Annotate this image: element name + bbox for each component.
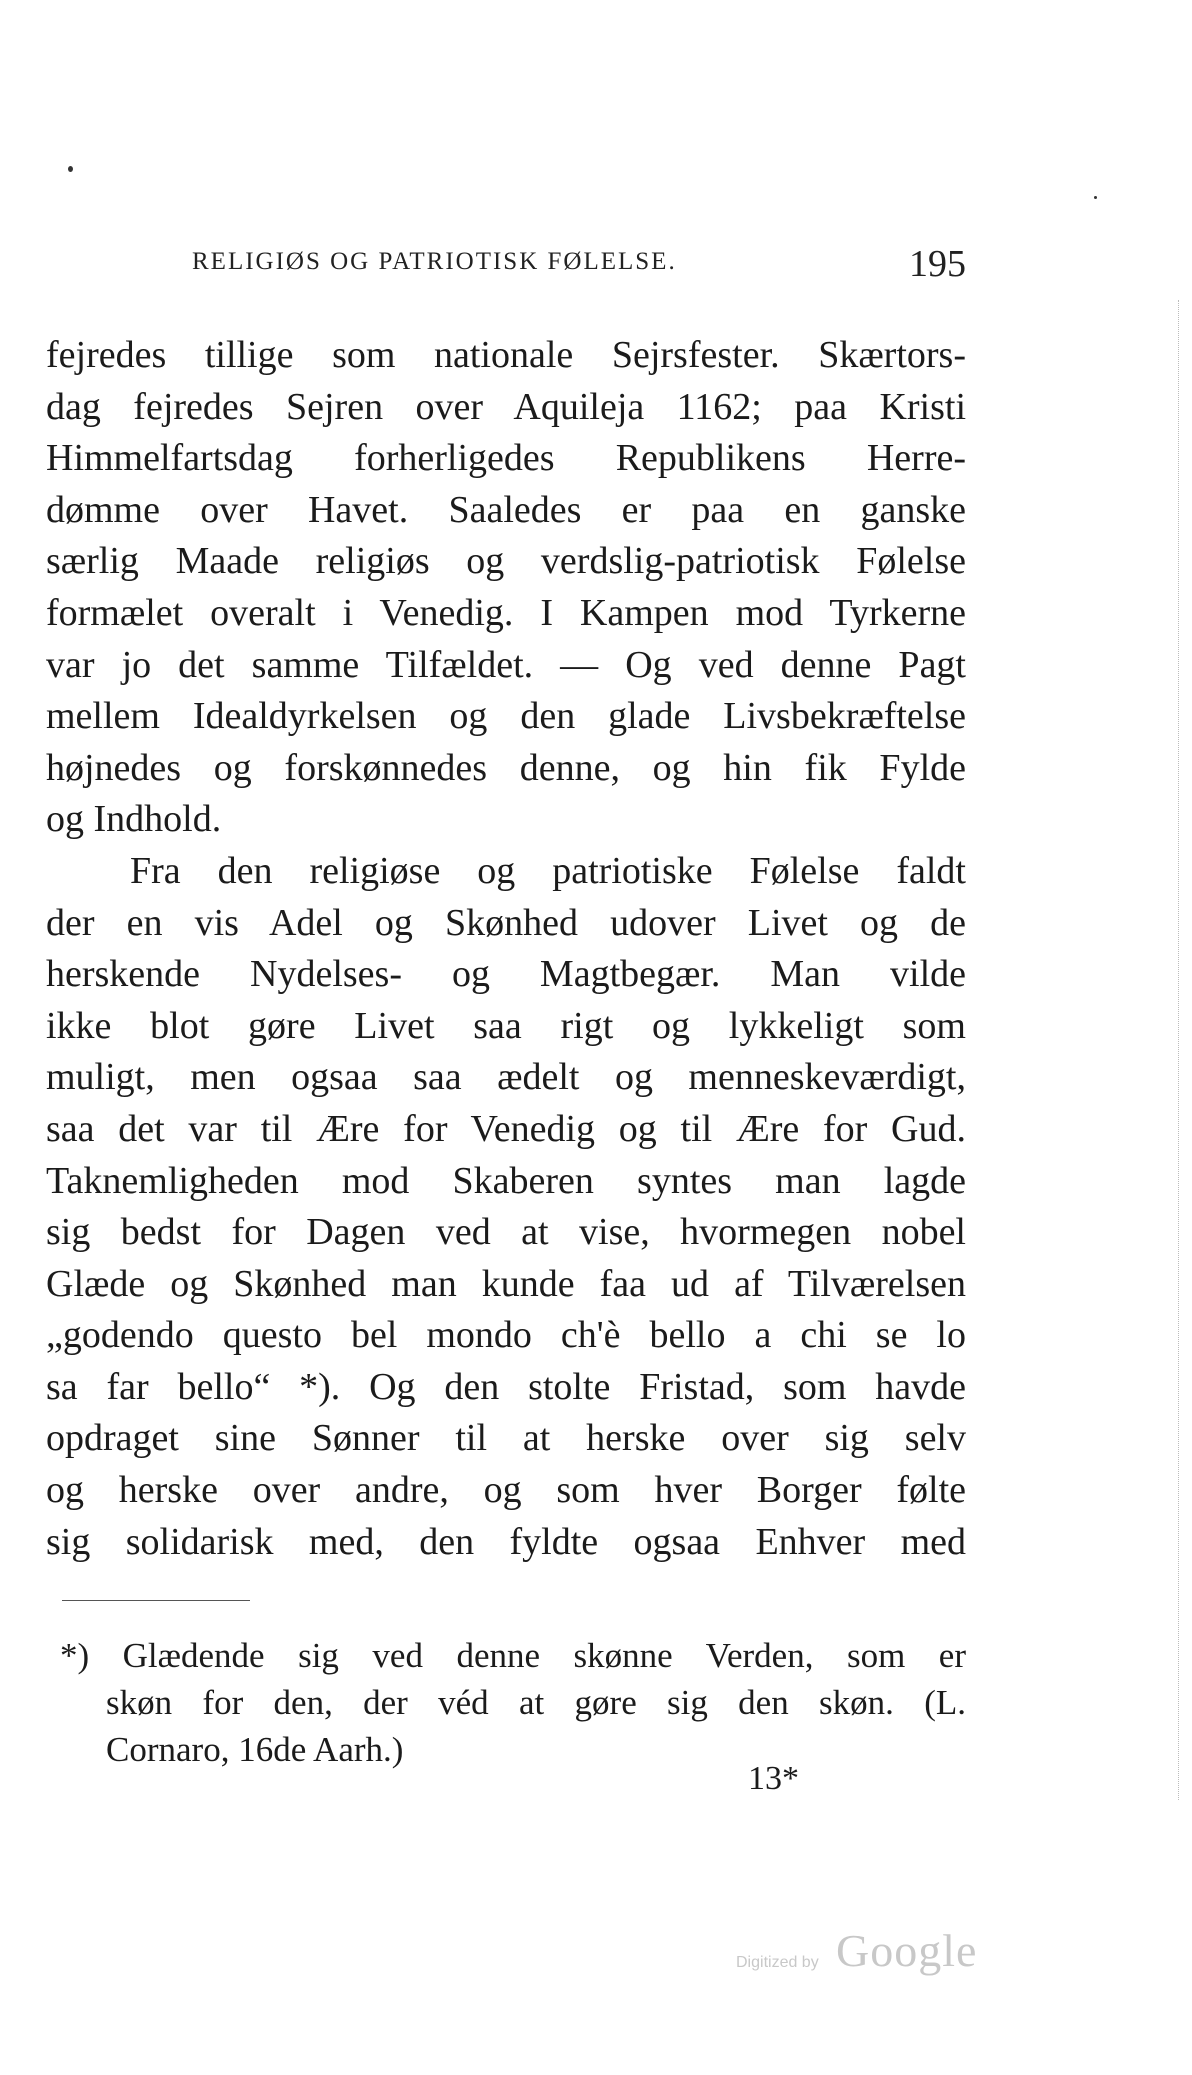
text-line: dømme over Havet. Saaledes er paa en ganske [46,488,966,531]
text-line: var jo det samme Tilfældet. — Og ved denne Pagt [46,643,966,686]
running-header [180,242,966,285]
text-line: højnedes og forskønnedes denne, og hin fik Fylde [46,746,966,789]
scan-margin-line [1178,300,1179,1800]
text-line: opdraget sine Sønner til at herske over sig selv [46,1417,966,1460]
text-line: særlig Maade religiøs og verdslig-patriotisk Følelse [46,540,966,583]
text-line: sig bedst for Dagen ved at vise, hvormegen nobel [46,1211,966,1254]
text-line: muligt, men ogsaa saa ædelt og menneskeværdigt, [46,1056,966,1099]
scan-speck [1094,196,1097,199]
text-line: mellem Idealdyrkelsen og den glade Livsbekræftelse [46,695,966,738]
watermark-logo-text: Google [836,1925,978,1976]
text-line: Taknemligheden mod Skaberen syntes man lagde [46,1159,966,1202]
text-line: og herske over andre, og som hver Borger følte [46,1469,966,1512]
text-line: sa far bello“ *). Og den stolte Fristad, som havde [46,1365,966,1408]
text-line: formælet overalt i Venedig. I Kampen mod Tyrkerne [46,591,966,634]
footnote-line: *) Glædende sig ved denne skønne Verden, som er [60,1636,966,1675]
text-line: Fra den religiøse og patriotiske Følelse faldt [130,849,966,892]
text-line: ikke blot gøre Livet saa rigt og lykkeligt som [46,1004,966,1047]
page-number: 195 [909,243,966,285]
text-line: dag fejredes Sejren over Aquileja 1162; paa Kristi [46,385,966,428]
signature-mark: 13* [748,1760,799,1797]
footnote [60,1632,966,1773]
footnote-line: skøn for den, der véd at gøre sig den skøn. (L. [106,1683,966,1722]
text-line: Glæde og Skønhed man kunde faa ud af Tilværelsen [46,1262,966,1305]
digitized-watermark [736,1924,976,1984]
text-line: og Indhold. [46,798,222,841]
footnote-line: Cornaro, 16de Aarh.) [106,1730,404,1769]
text-line: herskende Nydelses- og Magtbegær. Man vilde [46,953,966,996]
text-line: fejredes tillige som nationale Sejrsfester. Skærtors- [46,334,966,376]
text-line: sig solidarisk med, den fyldte ogsaa Enhver med [46,1520,966,1563]
text-line: „godendo questo bel mondo ch'è bello a chi se lo [46,1314,966,1357]
text-line: saa det var til Ære for Venedig og til Ære for Gud. [46,1107,966,1150]
scan-speck [68,166,73,172]
watermark-small-text: Digitized by [736,1954,819,1971]
body-text [46,330,966,1568]
footnote-divider [62,1600,250,1601]
text-line: Himmelfartsdag forherligedes Republikens Herre- [46,437,966,480]
text-line: der en vis Adel og Skønhed udover Livet og de [46,901,966,944]
header-title: RELIGIØS OG PATRIOTISK FØLELSE. [192,248,677,275]
